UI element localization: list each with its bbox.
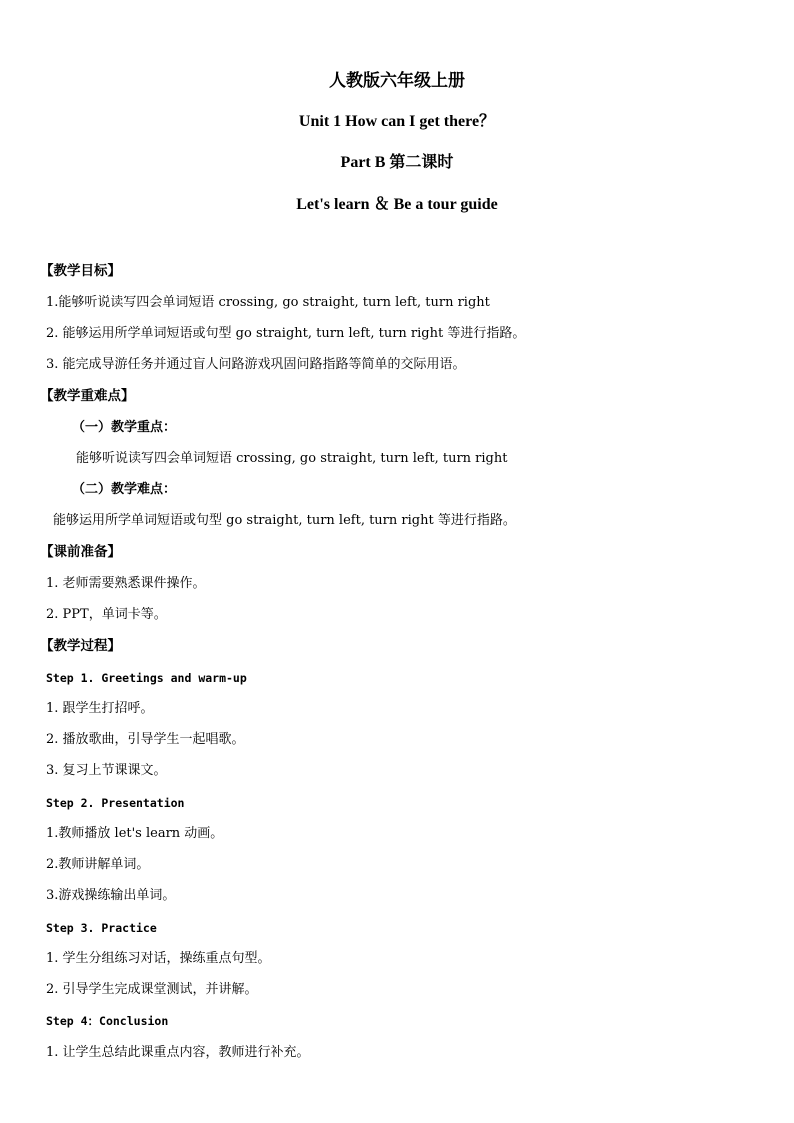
step-title: Step 2. Presentation — [46, 796, 185, 810]
objective-item: 3. 能完成导游任务并通过盲人问路游戏巩固问路指路等简单的交际用语。 — [46, 357, 466, 372]
difficulty-label: （二）教学难点： — [72, 482, 177, 497]
step-item: 2.教师讲解单词。 — [46, 857, 150, 872]
step-item: 1. 学生分组练习对话，操练重点句型。 — [46, 951, 271, 966]
step-item: 1. 让学生总结此课重点内容，教师进行补充。 — [46, 1045, 310, 1060]
step-title: Step 3. Practice — [46, 921, 157, 935]
step-item: 3. 复习上节课课文。 — [46, 763, 167, 778]
step-title: Step 1. Greetings and warm-up — [46, 671, 247, 685]
document-title: 人教版六年级上册 — [329, 71, 465, 90]
objective-item: 1.能够听说读写四会单词短语 crossing, go straight, turn left, turn right — [46, 295, 490, 310]
step-item: 1.教师播放 let's learn 动画。 — [46, 826, 224, 841]
objectives-heading: 【教学目标】 — [40, 263, 121, 279]
lesson-topic: Let's learn ＆ Be a tour guide — [296, 196, 498, 213]
part-title: Part B 第二课时 — [340, 154, 454, 171]
preparation-item: 2. PPT，单词卡等。 — [46, 607, 167, 622]
step-title: Step 4：Conclusion — [46, 1014, 169, 1028]
process-heading: 【教学过程】 — [40, 638, 121, 654]
step-item: 3.游戏操练输出单词。 — [46, 888, 176, 903]
preparation-heading: 【课前准备】 — [40, 544, 121, 560]
focus-label: （一）教学重点： — [72, 420, 177, 435]
difficulty-text: 能够运用所学单词短语或句型 go straight, turn left, turn right 等进行指路。 — [53, 513, 516, 528]
step-item: 2. 播放歌曲，引导学生一起唱歌。 — [46, 732, 245, 747]
step-item: 2. 引导学生完成课堂测试，并讲解。 — [46, 982, 258, 997]
unit-title: Unit 1 How can I get there？ — [298, 113, 496, 130]
preparation-item: 1. 老师需要熟悉课件操作。 — [46, 576, 206, 591]
step-item: 1. 跟学生打招呼。 — [46, 701, 154, 716]
objective-item: 2. 能够运用所学单词短语或句型 go straight, turn left, turn right 等进行指路。 — [46, 326, 526, 341]
focus-text: 能够听说读写四会单词短语 crossing, go straight, turn left, turn right — [76, 451, 508, 466]
key-points-heading: 【教学重难点】 — [40, 388, 135, 404]
